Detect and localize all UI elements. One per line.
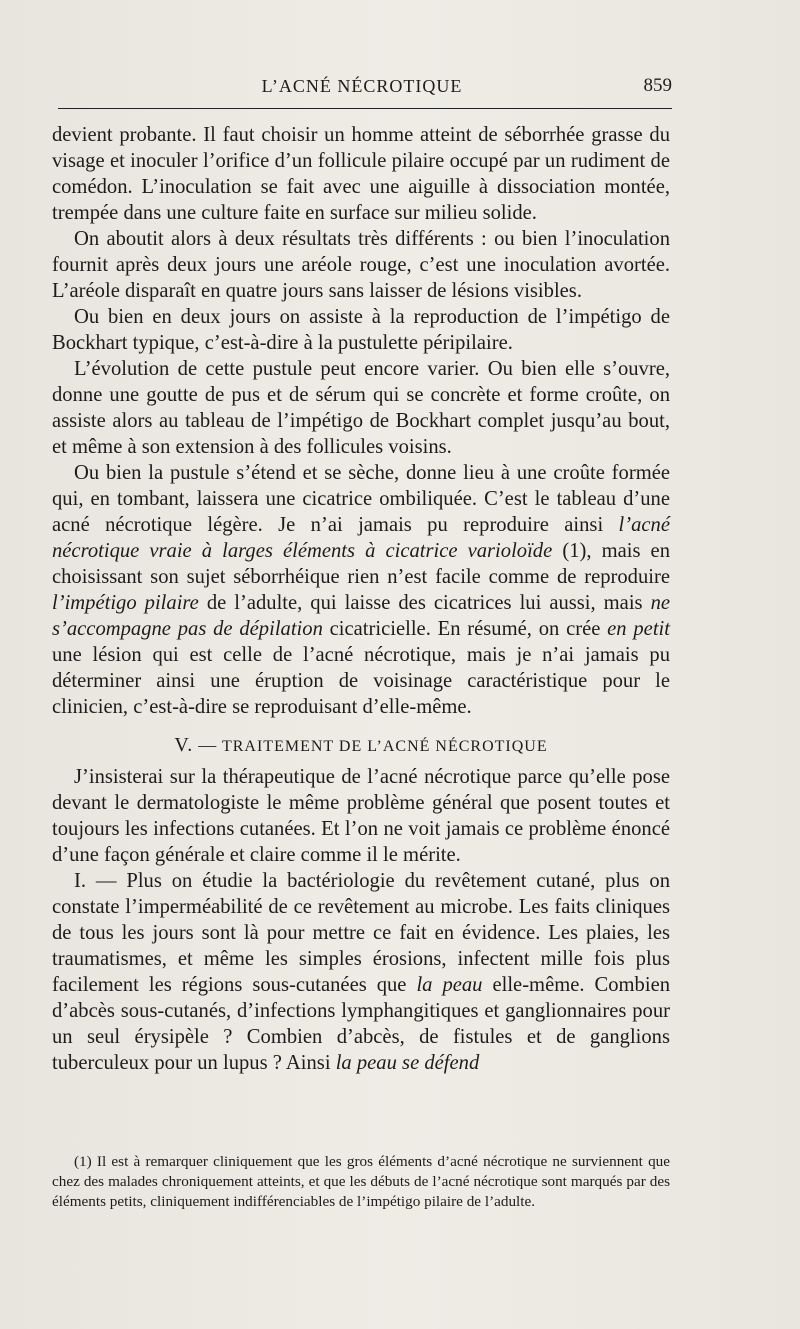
paragraph-5-emphasis: ne s’accompagne pas de dépilation — [52, 592, 670, 640]
header-rule — [58, 108, 672, 109]
section-heading — [52, 732, 670, 760]
running-title: L’ACNÉ NÉCROTIQUE — [261, 76, 463, 96]
paragraph-5-emphasis: l’acné nécrotique vraie à larges éléments à cicatrice varioloïde — [52, 514, 670, 562]
paragraph-2: On aboutit alors à deux résultats très différents : ou bien l’inoculation fournit après deux jours une aréole rouge, c’est une inoculation avortée. L’aréole disparaît en quatre jours sans laisser de lésions visibles. — [52, 228, 670, 302]
paragraph-7 — [52, 868, 670, 1076]
paragraph-5-text: une lésion qui est celle de l’acné nécrotique, mais je n’ai jamais pu déterminer ainsi une éruption de voisinage caractéristique pour le clinicien, c’est-à-dire se reproduisant d’elle-même. — [52, 644, 670, 718]
paragraph-6: J’insisterai sur la thérapeutique de l’acné nécrotique parce qu’elle pose devant le dermatologiste le même problème général que posent toutes et toujours les infections cutanées. Et l’on ne voit jamais ce problème énoncé d’une façon générale et claire comme il le mérite. — [52, 766, 670, 866]
section-number: V. — [174, 734, 194, 756]
section-title: TRAITEMENT DE L’ACNÉ NÉCROTIQUE — [221, 738, 548, 755]
section-dash: — — [198, 735, 218, 755]
page-header — [52, 72, 672, 106]
footnote: (1) Il est à remarquer cliniquement que les gros éléments d’acné nécrotique ne surviennent que chez des malades chroniquement atteints, et que les débuts de l’acné nécrotique sont marqués par des éléments petits, cliniquement indifférenciables de l’impétigo pilaire de l’adulte. — [52, 1153, 670, 1210]
paragraph-3: Ou bien en deux jours on assiste à la reproduction de l’impétigo de Bockhart typique, c’est-à-dire à la pustulette péripilaire. — [52, 306, 670, 354]
paragraph-5-text: (1), mais en choisissant son sujet séborrhéique rien n’est facile comme de reproduire — [52, 540, 670, 588]
body-text — [52, 122, 670, 1076]
paragraph-5-emphasis: en petit — [607, 618, 670, 640]
paragraph-5 — [52, 460, 670, 720]
paragraph-7-text: elle-même. Combien d’abcès sous-cutanés, d’infections lymphangitiques et ganglionnaires pour un seul érysipèle ? Combien d’abcès, de fistules et de ganglions tuberculeux pour un lupus ? Ainsi — [52, 974, 671, 1074]
paragraph-7-text: I. — Plus on étudie la bactériologie du revêtement cutané, plus on constate l’imperméabilité de ce revêtement au microbe. Les faits cliniques de tous les jours sont là pour mettre ce fait en évidence. Les plaies, les traumatismes, et même les simples érosions, infectent mille fois plus facilement les régions sous-cutanées que — [52, 870, 670, 996]
paragraph-5-emphasis: l’impétigo pilaire — [52, 592, 199, 614]
paragraph-5-text: de l’adulte, qui laisse des cicatrices lui aussi, mais — [198, 592, 651, 614]
paragraph-1: devient probante. Il faut choisir un homme atteint de séborrhée grasse du visage et inoculer l’orifice d’un follicule pilaire occupé par un rudiment de comédon. L’inoculation se fait avec une aiguille à dissociation montée, trempée dans une culture faite en surface sur milieu solide. — [52, 124, 670, 224]
paragraph-7-emphasis: la peau se défend — [335, 1052, 480, 1074]
page-number: 859 — [643, 75, 672, 96]
paragraph-5-text: Ou bien la pustule s’étend et se sèche, donne lieu à une croûte formée qui, en tombant, laissera une cicatrice ombiliquée. C’est le tableau d’une acné nécrotique légère. Je n’ai jamais pu reproduire ainsi — [52, 462, 670, 536]
paragraph-4: L’évolution de cette pustule peut encore varier. Ou bien elle s’ouvre, donne une goutte de pus et de sérum qui se concrète et forme croûte, on assiste alors au tableau de l’impétigo de Bockhart complet jusqu’au bout, et même à son extension à des follicules voisins. — [52, 358, 670, 458]
paragraph-7-emphasis: la peau — [416, 974, 483, 996]
paragraph-5-text: cicatricielle. En résumé, on crée — [322, 618, 608, 640]
